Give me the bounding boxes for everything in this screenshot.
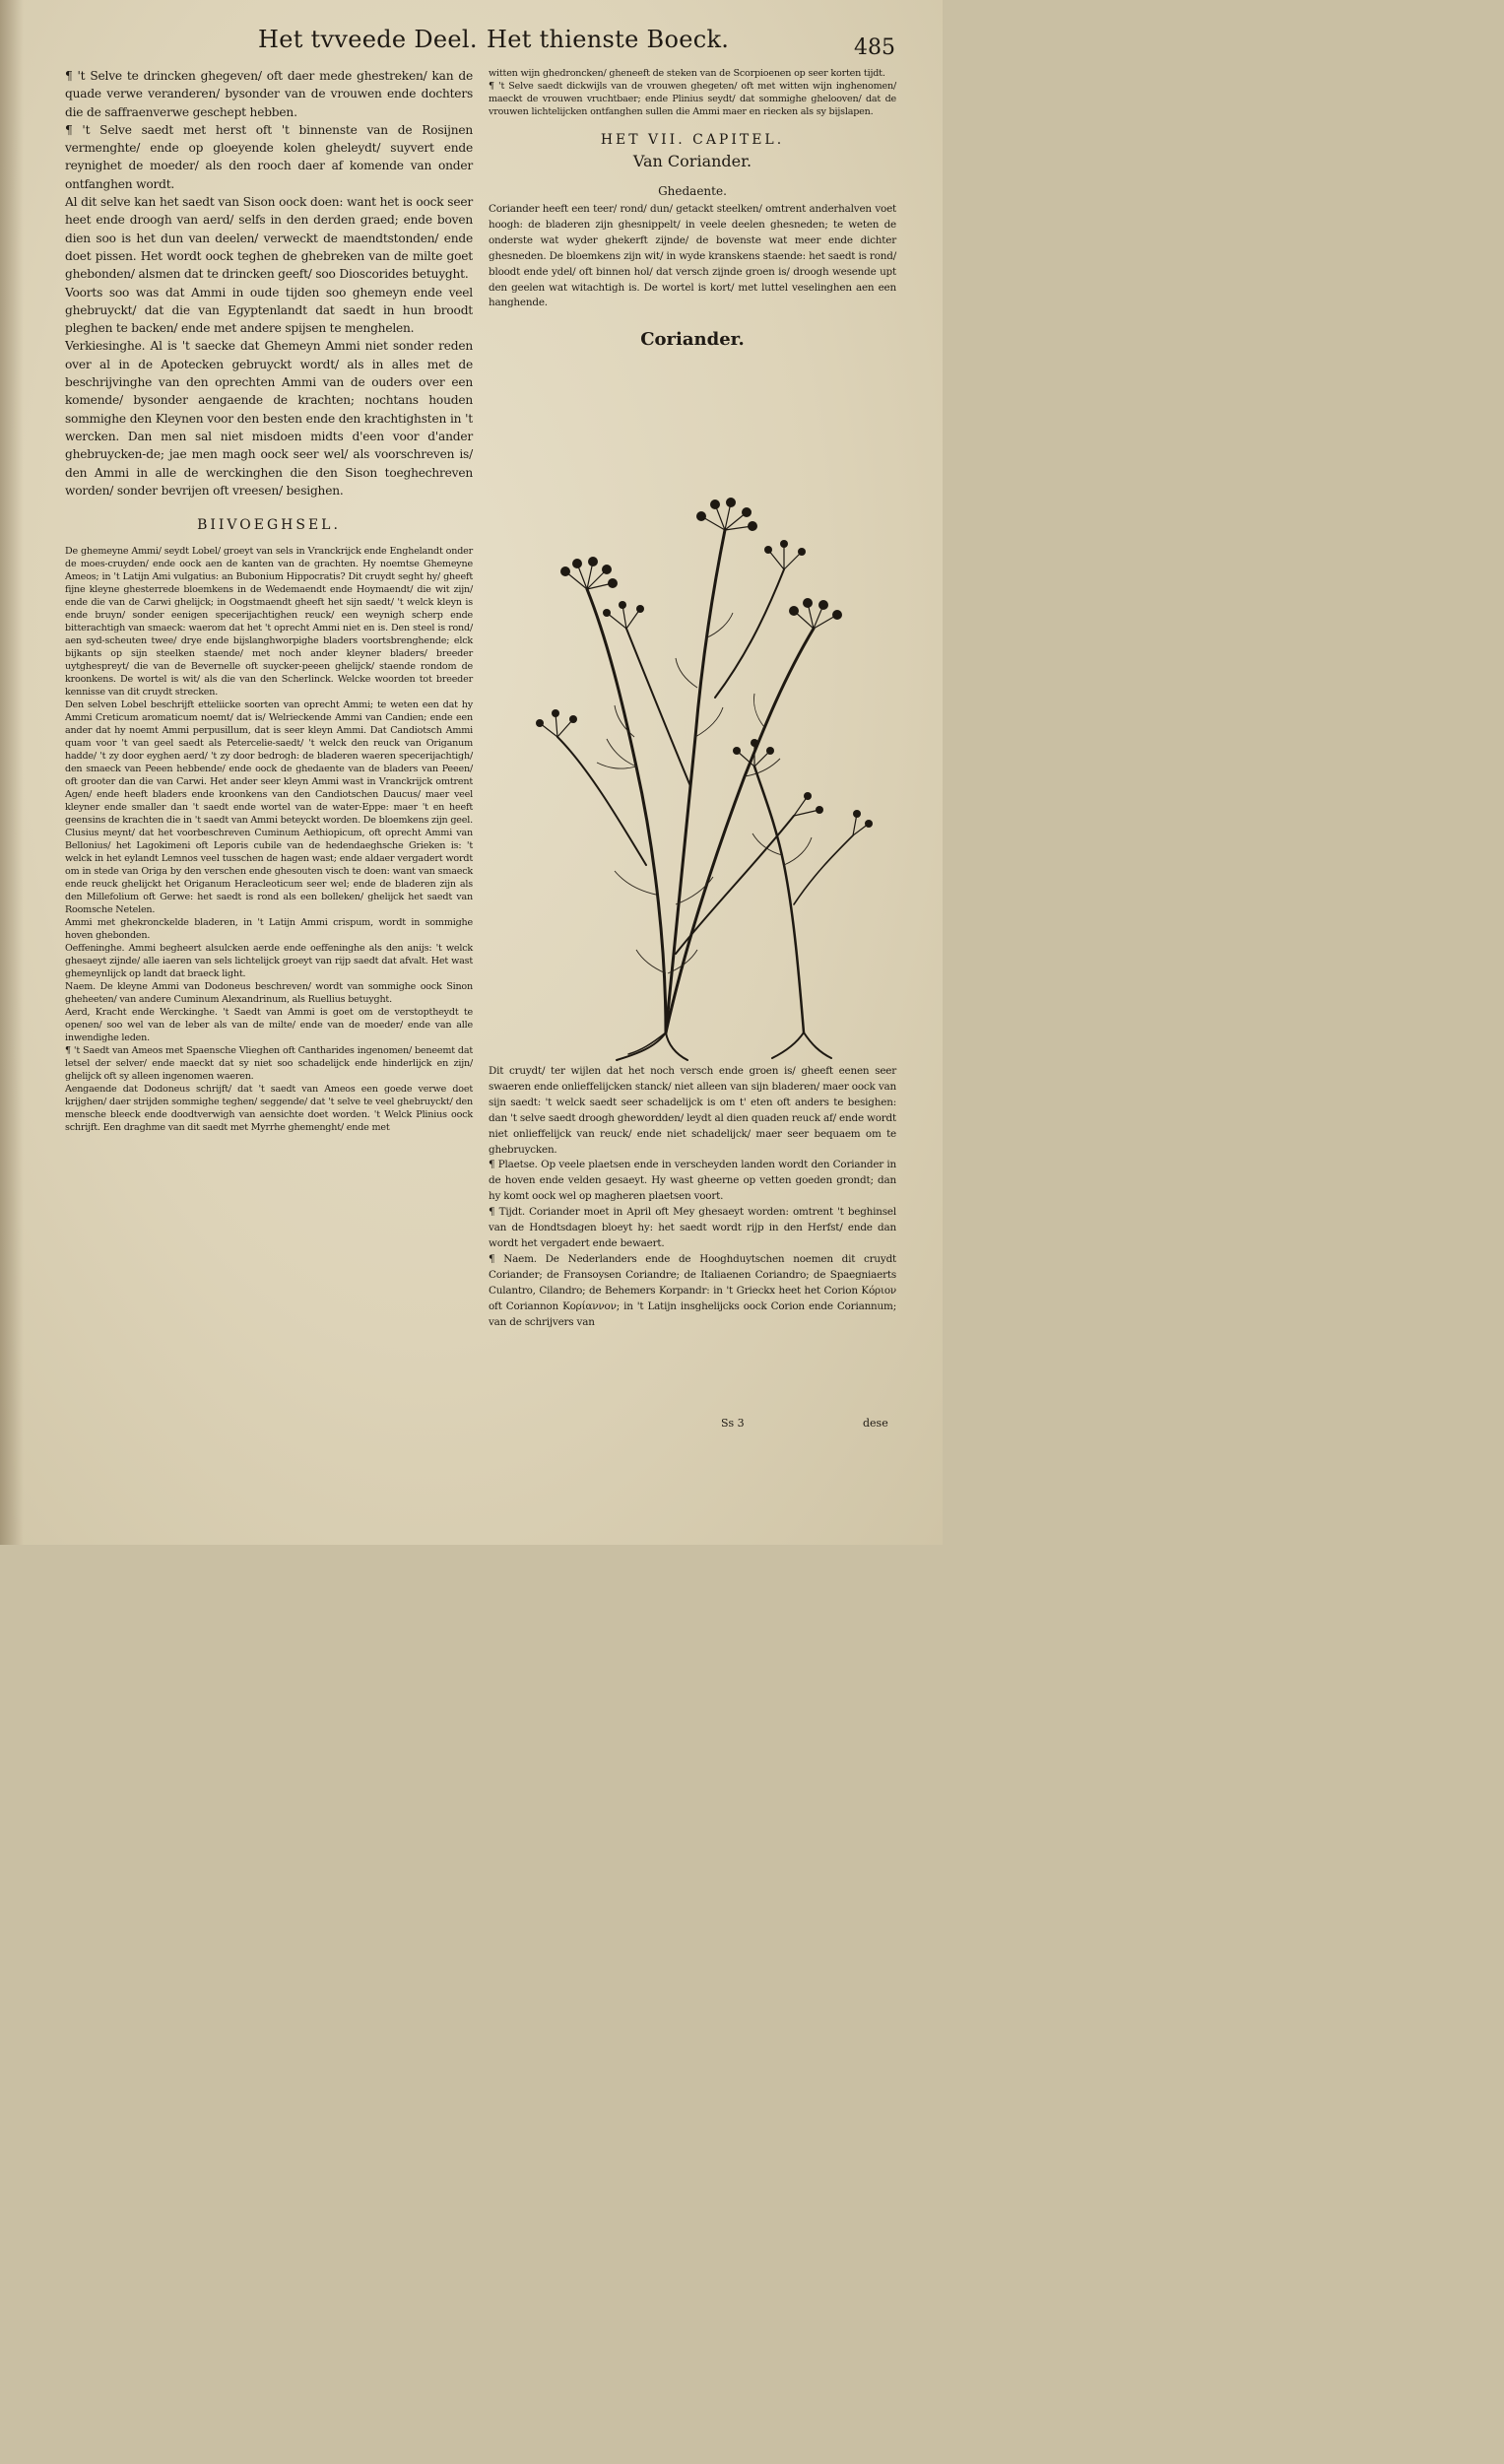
addition-paragraph: ¶ 't Saedt van Ameos met Spaensche Vlieghen oft Cantharides ingenomen/ beneemt dat letsel der selver/ ende maeckt dat sy niet soo schadelijck ende hinderlijck en zijn/ ghelijck oft sy alleen ingenomen waeren. bbox=[65, 1045, 473, 1083]
running-head-left: Het tvveede Deel. bbox=[258, 26, 478, 53]
left-column bbox=[65, 67, 473, 1134]
coriander-woodcut-illustration bbox=[518, 441, 877, 1062]
right-intro-paragraph: ¶ 't Selve saedt dickwijls van de vrouwen ghegeten/ oft met witten wijn inghenomen/ maeckt de vrouwen vruchtbaer; ende Plinius seydt/ dat sommighe ghelooven/ dat de vrouwen lichtelijcken ontfanghen sullen die Ammi maer en riecken als sy bijslapen. bbox=[489, 81, 896, 117]
page-number: 485 bbox=[854, 35, 895, 60]
left-paragraph: Voorts soo was dat Ammi in oude tijden soo ghemeyn ende veel ghebruyckt/ dat die van Egyptenlandt dat saedt in hun broodt pleghen te backen/ ende met andere spijsen te menghelen. bbox=[65, 285, 473, 336]
addition-paragraph: Clusius meynt/ dat het voorbeschreven Cuminum Aethiopicum, oft oprecht Ammi van Bellonius/ het Lagokimeni oft Leporis cubile van de hedendaeghsche Grieken is: 't welck in het eylandt Lemnos veel tusschen de hagen wast; ende aldaer vergadert wordt om in stede van Origa by den verschen ende ghesouten visch te doen: want van smaeck ende reuck ghelijckt het Origanum Heracleoticum seer wel; ende de bladeren zijn als den Millefolium oft Gerwe: het saedt is rond als een bolleken/ ghelijck het saedt van Roomsche Netelen. bbox=[65, 828, 473, 916]
right-column-continued bbox=[489, 1064, 896, 1330]
subheading: Ghedaente. bbox=[658, 184, 727, 198]
left-paragraph: ¶ 't Selve te drincken ghegeven/ oft daer mede ghestreken/ kan de quade verwe veranderen/ bysonder van de vrouwen ende dochters die de saffraenverwe geschept hebben. bbox=[65, 69, 473, 119]
addition-paragraph: Ammi met ghekronckelde bladeren, in 't Latijn Ammi crispum, wordt in sommighe hoven ghebonden. bbox=[65, 917, 473, 942]
after-figure-paragraph: Dit cruydt/ ter wijlen dat het noch versch ende groen is/ gheeft eenen seer swaeren ende onlieffelijcken stanck/ niet alleen van sijn bladeren/ maer oock van sijn saedt: 't welck saedt seer schadelijck is om t' eten oft anders te besighen: dan 't selve saedt droogh ghewordden/ leydt al dien quaden reuck af/ ende wordt niet onlieffelijck van reuck/ ende niet schadelijck/ maer seer bequaem om te ghebruycken. bbox=[489, 1065, 896, 1156]
addition-paragraph: Aerd, Kracht ende Werckinghe. 't Saedt van Ammi is goet om de verstoptheydt te openen/ soo wel van de leber als van de milte/ ende van de moeder/ ende van alle inwendighe leden. bbox=[65, 1007, 473, 1044]
addition-paragraph: Aengaende dat Dodoneus schrijft/ dat 't saedt van Ameos een goede verwe doet krijghen/ daer strijden sommighe teghen/ seggende/ dat 't selve te veel ghebruyckt/ den mensche bleeck ende doodtverwigh van aensichte doet worden. 't Welck Plinius oock schrijft. Een draghme van dit saedt met Myrrhe ghemenght/ ende met bbox=[65, 1084, 473, 1134]
addition-paragraph: Naem. De kleyne Ammi van Dodoneus beschreven/ wordt van sommighe oock Sinon gheheeten/ van andere Cuminum Alexandrinum, als Ruellius betuyght. bbox=[65, 981, 473, 1006]
right-intro-paragraph: witten wijn ghedroncken/ gheneeft de steken van de Scorpioenen op seer korten tijdt. bbox=[489, 68, 885, 79]
addition-paragraph: Den selven Lobel beschrijft etteliicke soorten van oprecht Ammi; te weten een dat hy Ammi Creticum aromaticum noemt/ dat is/ Welrieckende Ammi van Candien; ende een ander dat hy noemt Ammi perpusillum, dat is seer kleyn Ammi. Dat Candiotsch Ammi quam voor 't van geel saedt als Petercelie-saedt/ 't welck den reuck van Origanum hadde/ 't zy door eyghen aerd/ 't zy door bedrogh: de bladeren waeren specerijachtigh/ den smaeck van Peeen hebbende/ ende oock de ghedaente van de bladers van Peeen/ oft grooter dan die van Carwi. Het ander seer kleyn Ammi wast in Vranckrijck omtrent Agen/ ende heeft bladers ende kroonkens van den Candiotschen Daucus/ maer veel kleyner ende smaller dan 't saedt ende wortel van de water-Eppe: maer 't en heeft geensins de krachten die in 't saedt van Ammi beteyckt worden. De bloemkens zijn geel. bbox=[65, 699, 473, 827]
after-figure-paragraph: ¶ Naem. De Nederlanders ende de Hooghduytschen noemen dit cruydt Coriander; de Fransoysen Coriandre; de Italiaenen Coriandro; de Spaegniaerts Culantro, Cilandro; de Behemers Korpandr: in 't Grieckx heet het Corion Κόριον oft Coriannon Κορίαννον; in 't Latijn insghelijcks oock Corion ende Coriannum; van de schrijvers van bbox=[489, 1252, 896, 1328]
after-figure-paragraph: ¶ Plaetse. Op veele plaetsen ende in verscheyden landen wordt den Coriander in de hoven ende velden gesaeyt. Hy wast gheerne op vetten goeden grondt; dan hy komt oock wel op magheren plaetsen voort. bbox=[489, 1159, 896, 1203]
running-head-right: Het thienste Boeck. bbox=[487, 26, 730, 53]
right-column bbox=[489, 67, 896, 350]
after-figure-paragraph: ¶ Tijdt. Coriander moet in April oft Mey ghesaeyt worden: omtrent 't beghinsel van de Hondtsdagen bloeyt hy: het saedt wordt rijp in den Herfst/ ende dan wordt het vergadert ende bewaert. bbox=[489, 1206, 896, 1249]
chapter-heading: HET VII. CAPITEL. bbox=[600, 132, 785, 148]
signature-mark: Ss 3 bbox=[721, 1417, 745, 1430]
catchword: dese bbox=[863, 1417, 888, 1430]
left-paragraph: Verkiesinghe. Al is 't saecke dat Ghemeyn Ammi niet sonder reden over al in de Apotecken gebruyckt wordt/ als in alles met de beschrijvinghe van den oprechten Ammi van de ouders over een komende/ bysonder aengaende de krachten; nochtans houden sommighe den Kleynen voor den besten ende den krachtighsten in 't wercken. Dan men sal niet misdoen midts d'een voor d'ander ghebruycken-de; jae men magh oock seer wel/ als voorschreven is/ den Ammi in alle de werckinghen die den Sison toeghechreven worden/ sonder bevrijen oft vreesen/ besighen. bbox=[65, 339, 473, 498]
left-paragraph: Al dit selve kan het saedt van Sison oock doen: want het is oock seer heet ende droogh van aerd/ selfs in den derden graed; ende boven dien soo is het dun van deelen/ verweckt de maendtstonden/ ende doet pissen. Het wordt oock teghen de ghebreken van de milte goet ghebonden/ alsmen dat te drincken geeft/ soo Dioscorides betuyght. bbox=[65, 195, 473, 282]
left-paragraph: ¶ 't Selve saedt met herst oft 't binnenste van de Rosijnen vermenghte/ ende op gloeyende kolen gheleydt/ suyvert ende reynighet de moeder/ als den rooch daer af komende van onder ontfanghen wordt. bbox=[65, 122, 473, 191]
addition-paragraph: De ghemeyne Ammi/ seydt Lobel/ groeyt van sels in Vranckrijck ende Enghelandt onder de moes-cruyden/ ende oock aen de kanten van de grachten. Hy noemtse Ghemeyne Ameos; in 't Latijn Ami vulgatius: an Bubonium Hippocratis? Dit cruydt seght hy/ gheeft fijne kleyne ghesterrede bloemkens in de Wedemaendt ende Hoymaendt/ die wit zijn/ ende die van de Carwi ghelijck; in Oogstmaendt gheeft het sijn saedt/ 't welck kleyn is ende bruyn/ sonder eenigen specerijachtighen reuck/ een weynigh scherp ende bitterachtigh van smaeck: waerom dat het 't oprecht Ammi niet en is. Den steel is rond/ aen syd-scheuten twee/ drye ende bijslanghworpighe bladers voortsbrenghende; elck bijkants op sijn steelken staende/ met noch ander kleyner bladers/ breeder uytghespreyt/ die van de Bevernelle oft suycker-peeen ghelijck/ staende rondom de kroonkens. De wortel is wit/ als die van den Scherlinck. Welcke woorden tot breeder kennisse van dit cruydt strecken. bbox=[65, 546, 473, 699]
book-page bbox=[0, 0, 943, 1545]
description-paragraph: Coriander heeft een teer/ rond/ dun/ getackt steelken/ omtrent anderhalven voet hoogh: de bladeren zijn ghesnippelt/ in veele deelen ghesneden; te weten de onderste wat wyder ghekerft zijnde/ de bovenste wat meer ende dichter ghesneden. De bloemkens zijn wit/ in wyde kranskens staende: het saedt is rond/ bloodt ende ydel/ oft binnen hol/ dat versch zijnde groen is/ droogh wesende upt den geelen wat witachtigh is. De wortel is kort/ met luttel veselinghen aen een hanghende. bbox=[489, 203, 896, 309]
section-heading: BIIVOEGHSEL. bbox=[197, 517, 341, 534]
chapter-title: Van Coriander. bbox=[632, 152, 752, 170]
figure-title: Coriander. bbox=[640, 329, 745, 351]
addition-paragraph: Oeffeninghe. Ammi begheert alsulcken aerde ende oeffeninghe als den anijs: 't welck ghesaeyt zijnde/ alle iaeren van sels lichtelijck groeyt van rijp saedt dat afvalt. Het wast ghemeynlijck op landt dat braeck light. bbox=[65, 943, 473, 980]
